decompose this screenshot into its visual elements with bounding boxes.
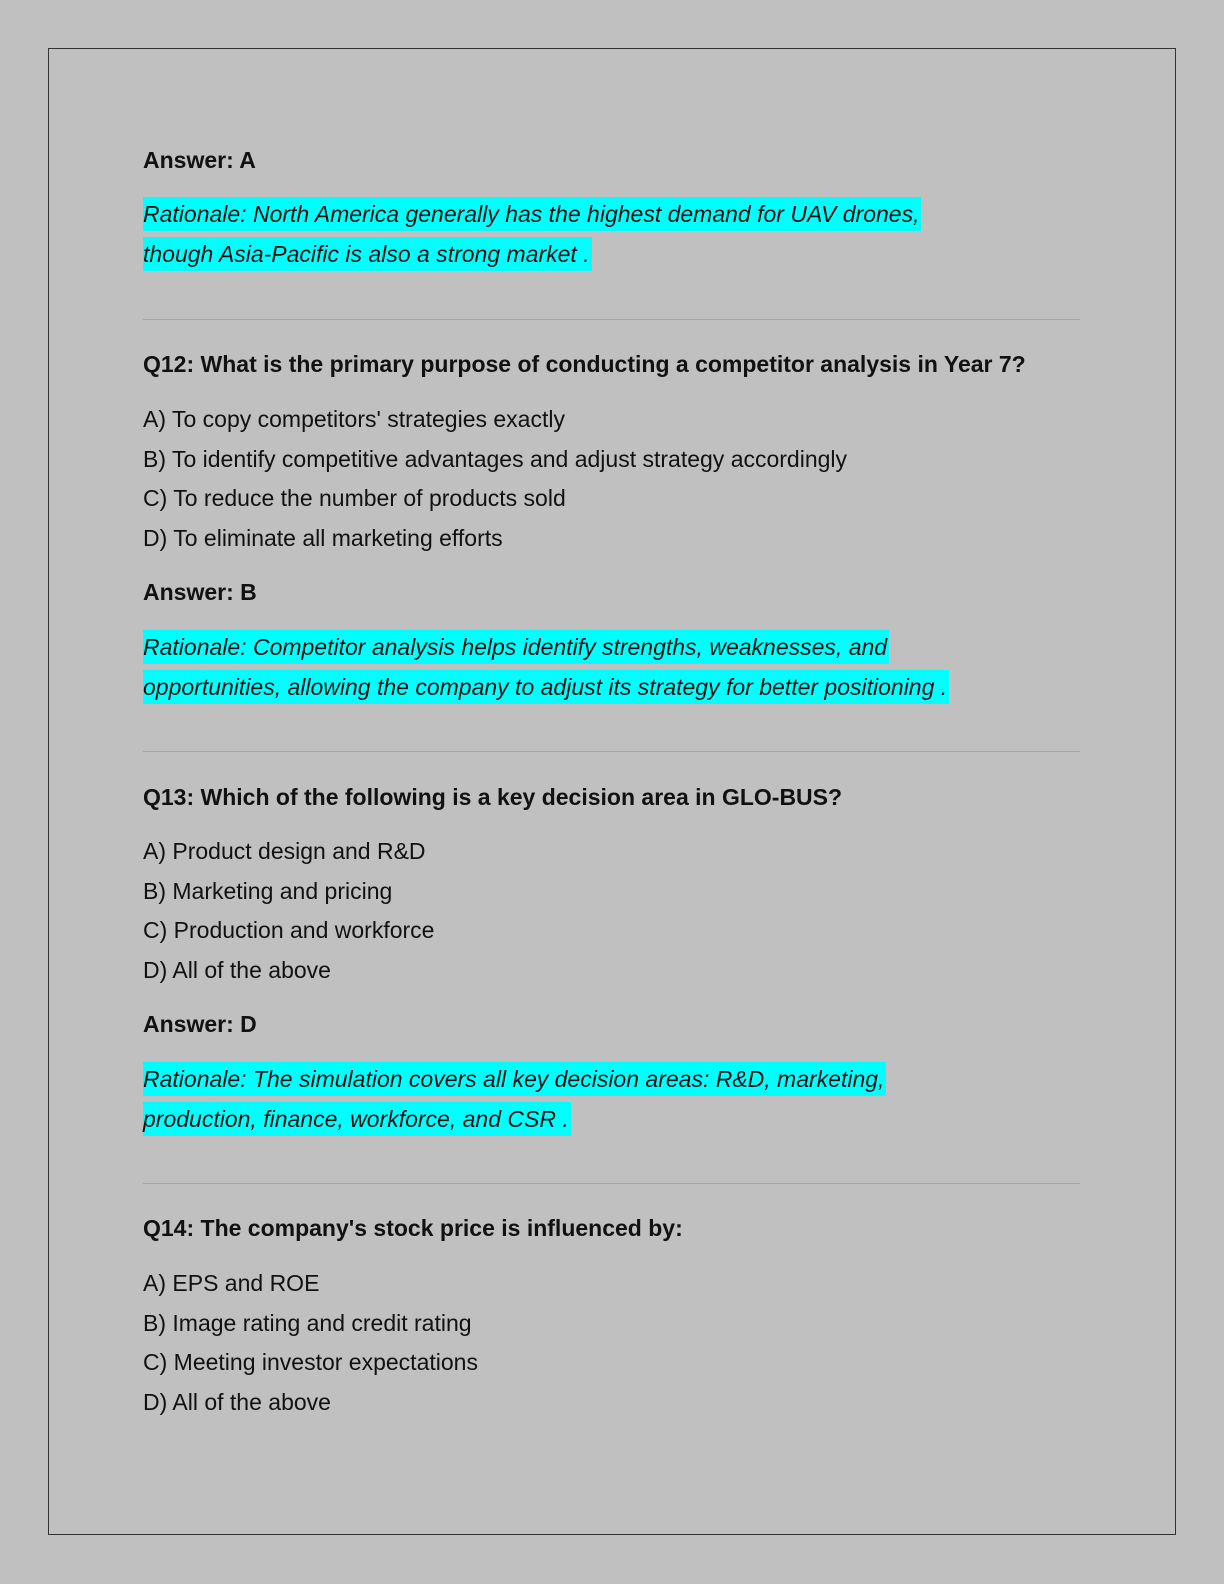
question-q14: Q14: The company's stock price is influenced by:	[143, 1215, 683, 1241]
rationale-q13-line-1: Rationale: The simulation covers all key decision areas: R&D, marketing,	[143, 1062, 886, 1096]
answer-q11: Answer: A	[143, 147, 256, 173]
option-q14-a: A) EPS and ROE	[143, 1270, 320, 1296]
rationale-q12	[143, 627, 949, 707]
option-q14-b: B) Image rating and credit rating	[143, 1309, 472, 1336]
question-q13: Q13: Which of the following is a key decision area in GLO-BUS?	[143, 784, 843, 810]
option-q13-c: C) Production and workforce	[143, 917, 435, 943]
answer-q12: Answer: B	[143, 579, 257, 605]
answer-q13: Answer: D	[143, 1011, 257, 1037]
options-q13	[143, 832, 434, 990]
rationale-q13	[143, 1059, 886, 1139]
option-q13-b: B) Marketing and pricing	[143, 877, 393, 904]
rationale-q11	[143, 194, 921, 274]
question-q12: Q12: What is the primary purpose of conducting a competitor analysis in Year 7?	[143, 351, 1026, 377]
option-q13-d: D) All of the above	[143, 956, 331, 983]
option-q14-c: C) Meeting investor expectations	[143, 1349, 478, 1375]
options-q12	[143, 400, 847, 558]
section-divider	[143, 751, 1080, 752]
option-q13-a: A) Product design and R&D	[143, 838, 426, 864]
section-divider	[143, 319, 1080, 320]
option-q12-d: D) To eliminate all marketing efforts	[143, 524, 503, 551]
rationale-q11-line-2: though Asia-Pacific is also a strong market .	[143, 237, 592, 271]
options-q14	[143, 1264, 478, 1422]
rationale-q12-line-2: opportunities, allowing the company to adjust its strategy for better positioning .	[143, 670, 949, 704]
option-q14-d: D) All of the above	[143, 1388, 331, 1415]
option-q12-a: A) To copy competitors' strategies exactly	[143, 406, 565, 432]
rationale-q13-line-2: production, finance, workforce, and CSR .	[143, 1102, 571, 1136]
option-q12-c: C) To reduce the number of products sold	[143, 485, 566, 511]
rationale-q11-line-1: Rationale: North America generally has the highest demand for UAV drones,	[143, 197, 921, 231]
rationale-q12-line-1: Rationale: Competitor analysis helps identify strengths, weaknesses, and	[143, 630, 889, 664]
option-q12-b: B) To identify competitive advantages and adjust strategy accordingly	[143, 445, 848, 472]
section-divider	[143, 1183, 1080, 1184]
